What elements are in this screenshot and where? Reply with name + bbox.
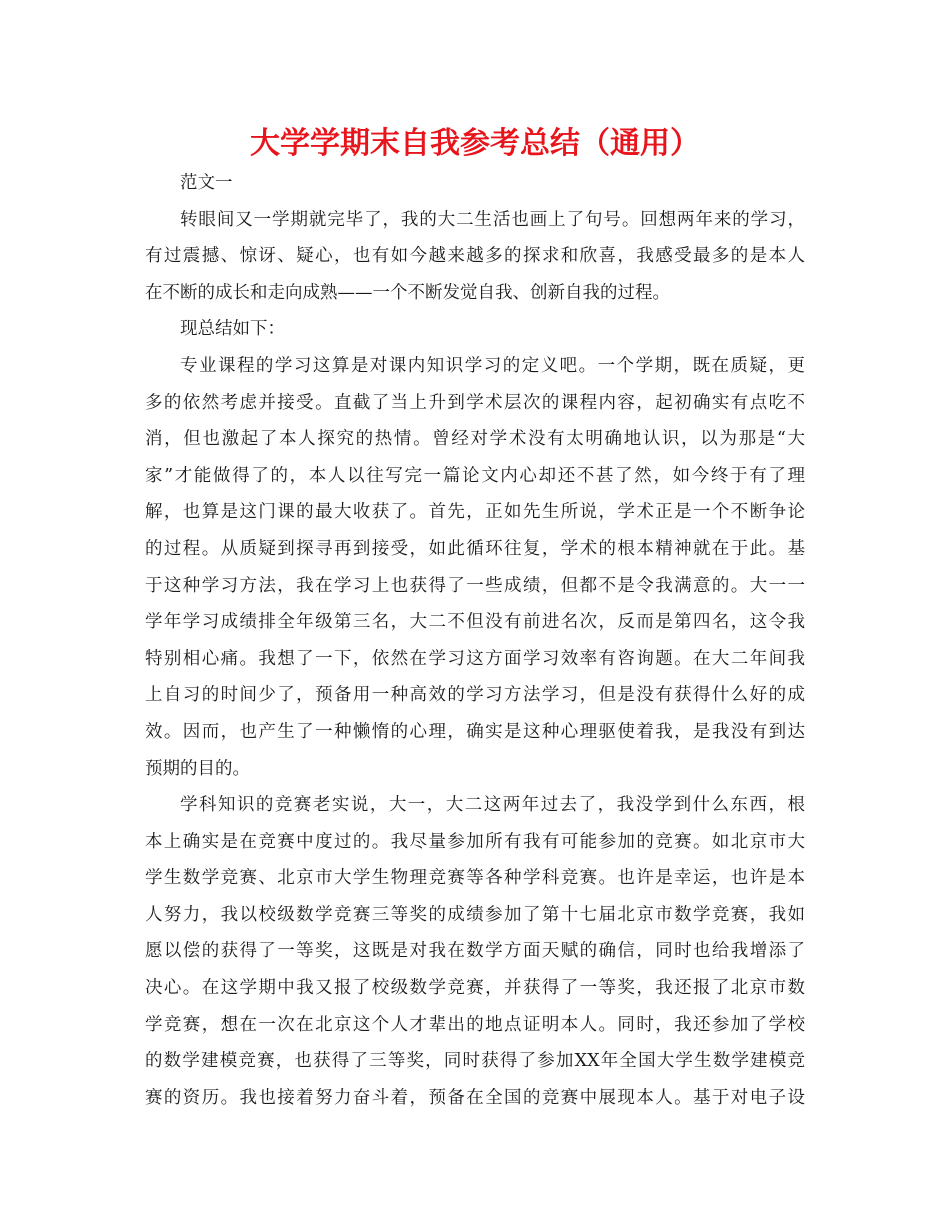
text-line: 学年学习成绩排全年级第三名，大二不但没有前进名次，反而是第四名，这令我	[145, 612, 805, 633]
text-line: 赛的资历。我也接着努力奋斗着，预备在全国的竞赛中展现本人。基于对电子设	[145, 1087, 805, 1108]
text-line: 转眼间又一学期就完毕了，我的大二生活也画上了句号。回想两年来的学习，	[180, 209, 805, 230]
text-line: 上自习的时间少了，预备用一种高效的学习方法学习，但是没有获得什么好的成	[145, 685, 805, 706]
text-line: 的过程。从质疑到探寻再到接受，如此循环往复，学术的根本精神就在于此。基	[145, 538, 805, 559]
text-line: 学竞赛，想在一次在北京这个人才辈出的地点证明本人。同时，我还参加了学校	[145, 1014, 805, 1035]
text-line: 决心。在这学期中我又报了校级数学竞赛，并获得了一等奖，我还报了北京市数	[145, 978, 805, 999]
text-line: 范文一	[180, 173, 233, 193]
text-line: 本上确实是在竞赛中度过的。我尽量参加所有我有可能参加的竞赛。如北京市大	[145, 831, 805, 852]
text-line: 于这种学习方法，我在学习上也获得了一些成绩，但都不是令我满意的。大一一	[145, 575, 805, 596]
text-line: 有过震撼、惊讶、疑心，也有如今越来越多的探求和欣喜，我感受最多的是本人	[145, 246, 805, 267]
text-line: 消，但也激起了本人探究的热情。曾经对学术没有太明确地认识，以为那是“大	[145, 429, 805, 450]
text-line: 特别相心痛。我想了一下，依然在学习这方面学习效率有咨询题。在大二年间我	[145, 648, 805, 669]
text-line: 学科知识的竞赛老实说，大一，大二这两年过去了，我没学到什么东西，根	[180, 795, 805, 816]
text-line: 家”才能做得了的，本人以往写完一篇论文内心却还不甚了然，如今终于有了理	[145, 465, 805, 486]
text-line: 预期的目的。	[145, 758, 250, 779]
text-line: 专业课程的学习这算是对课内知识学习的定义吧。一个学期，既在质疑，更	[180, 355, 805, 376]
text-line: 现总结如下：	[180, 319, 285, 340]
document-body	[145, 165, 805, 1116]
document-title: 大学学期末自我参考总结（通用）	[250, 126, 700, 161]
text-line: 学生数学竞赛、北京市大学生物理竞赛等各种学科竞赛。也许是幸运，也许是本	[145, 868, 805, 889]
text-line: 效。因而，也产生了一种懒惰的心理，确实是这种心理驱使着我，是我没有到达	[145, 721, 805, 742]
text-line: 的数学建模竞赛，也获得了三等奖，同时获得了参加XX年全国大学生数学建模竞	[145, 1051, 805, 1072]
text-line: 愿以偿的获得了一等奖，这既是对我在数学方面天赋的确信，同时也给我增添了	[145, 941, 805, 962]
text-line: 多的依然考虑并接受。直截了当上升到学术层次的课程内容，起初确实有点吃不	[145, 392, 805, 413]
text-line: 人努力，我以校级数学竞赛三等奖的成绩参加了第十七届北京市数学竞赛，我如	[145, 904, 805, 925]
text-line: 在不断的成长和走向成熟——一个不断发觉自我、创新自我的过程。	[145, 282, 670, 303]
text-line: 解，也算是这门课的最大收获了。首先，正如先生所说，学术正是一个不断争论	[145, 502, 805, 523]
